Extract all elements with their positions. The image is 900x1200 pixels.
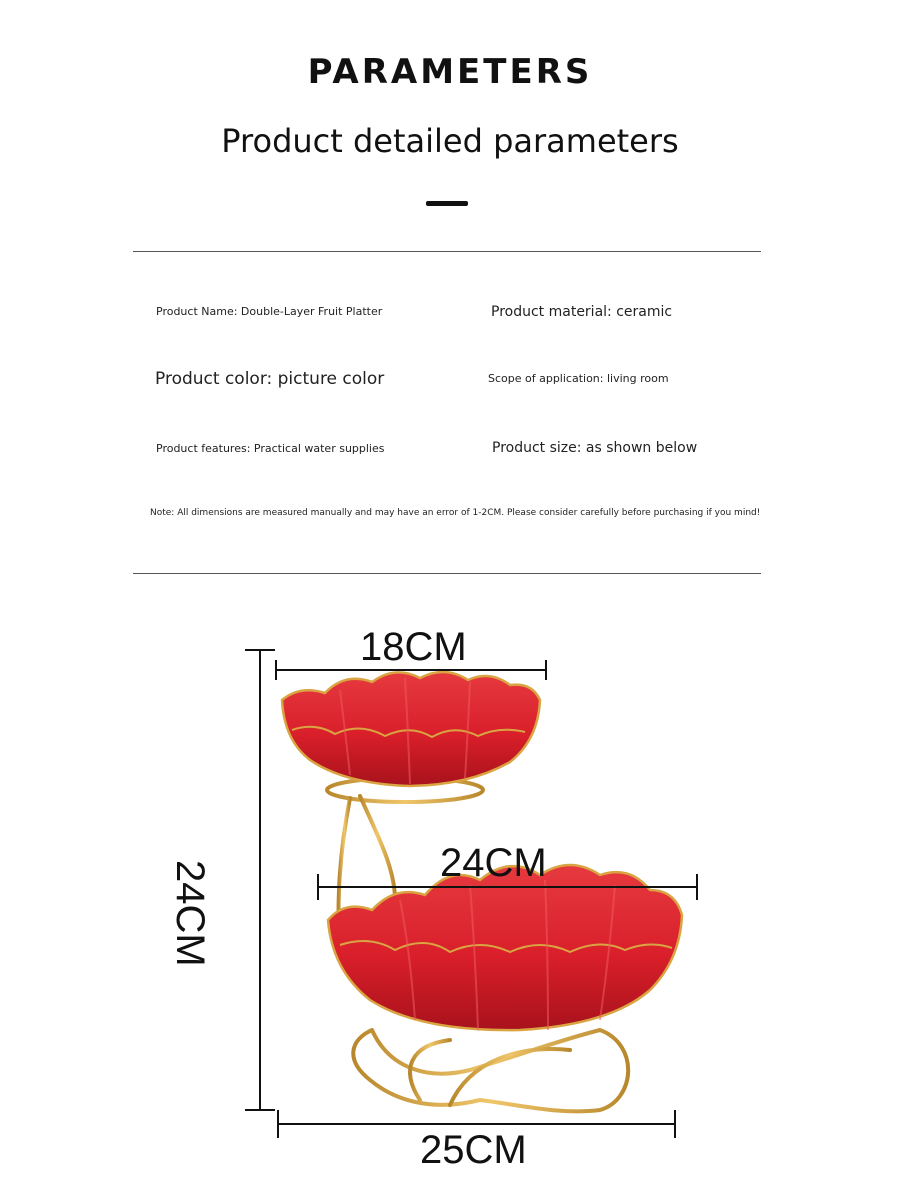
page-title: PARAMETERS xyxy=(307,52,593,92)
spec-product-size: Product size: as shown below xyxy=(492,440,698,456)
bottom-bowl xyxy=(328,865,682,1030)
page-subtitle: Product detailed parameters xyxy=(221,122,679,160)
top-bowl xyxy=(282,672,540,786)
spec-product-features: Product features: Practical water supplies xyxy=(156,442,385,455)
bottom-width-label: 24CM xyxy=(440,841,547,885)
spec-product-color: Product color: picture color xyxy=(155,369,385,389)
top-width-label: 18CM xyxy=(360,625,467,669)
fruit-platter-image xyxy=(0,600,900,1200)
section-top-rule xyxy=(133,251,761,252)
height-label: 24CM xyxy=(168,860,212,967)
spec-scope-of-application: Scope of application: living room xyxy=(488,372,669,385)
measurement-note: Note: All dimensions are measured manually and may have an error of 1-2CM. Please consider carefully before purchasing if you mind! xyxy=(150,508,761,518)
section-bottom-rule xyxy=(133,573,761,574)
spec-product-name: Product Name: Double-Layer Fruit Platter xyxy=(156,305,383,318)
spec-product-material: Product material: ceramic xyxy=(491,304,673,320)
title-divider xyxy=(426,201,468,206)
base-width-label: 25CM xyxy=(420,1128,527,1172)
